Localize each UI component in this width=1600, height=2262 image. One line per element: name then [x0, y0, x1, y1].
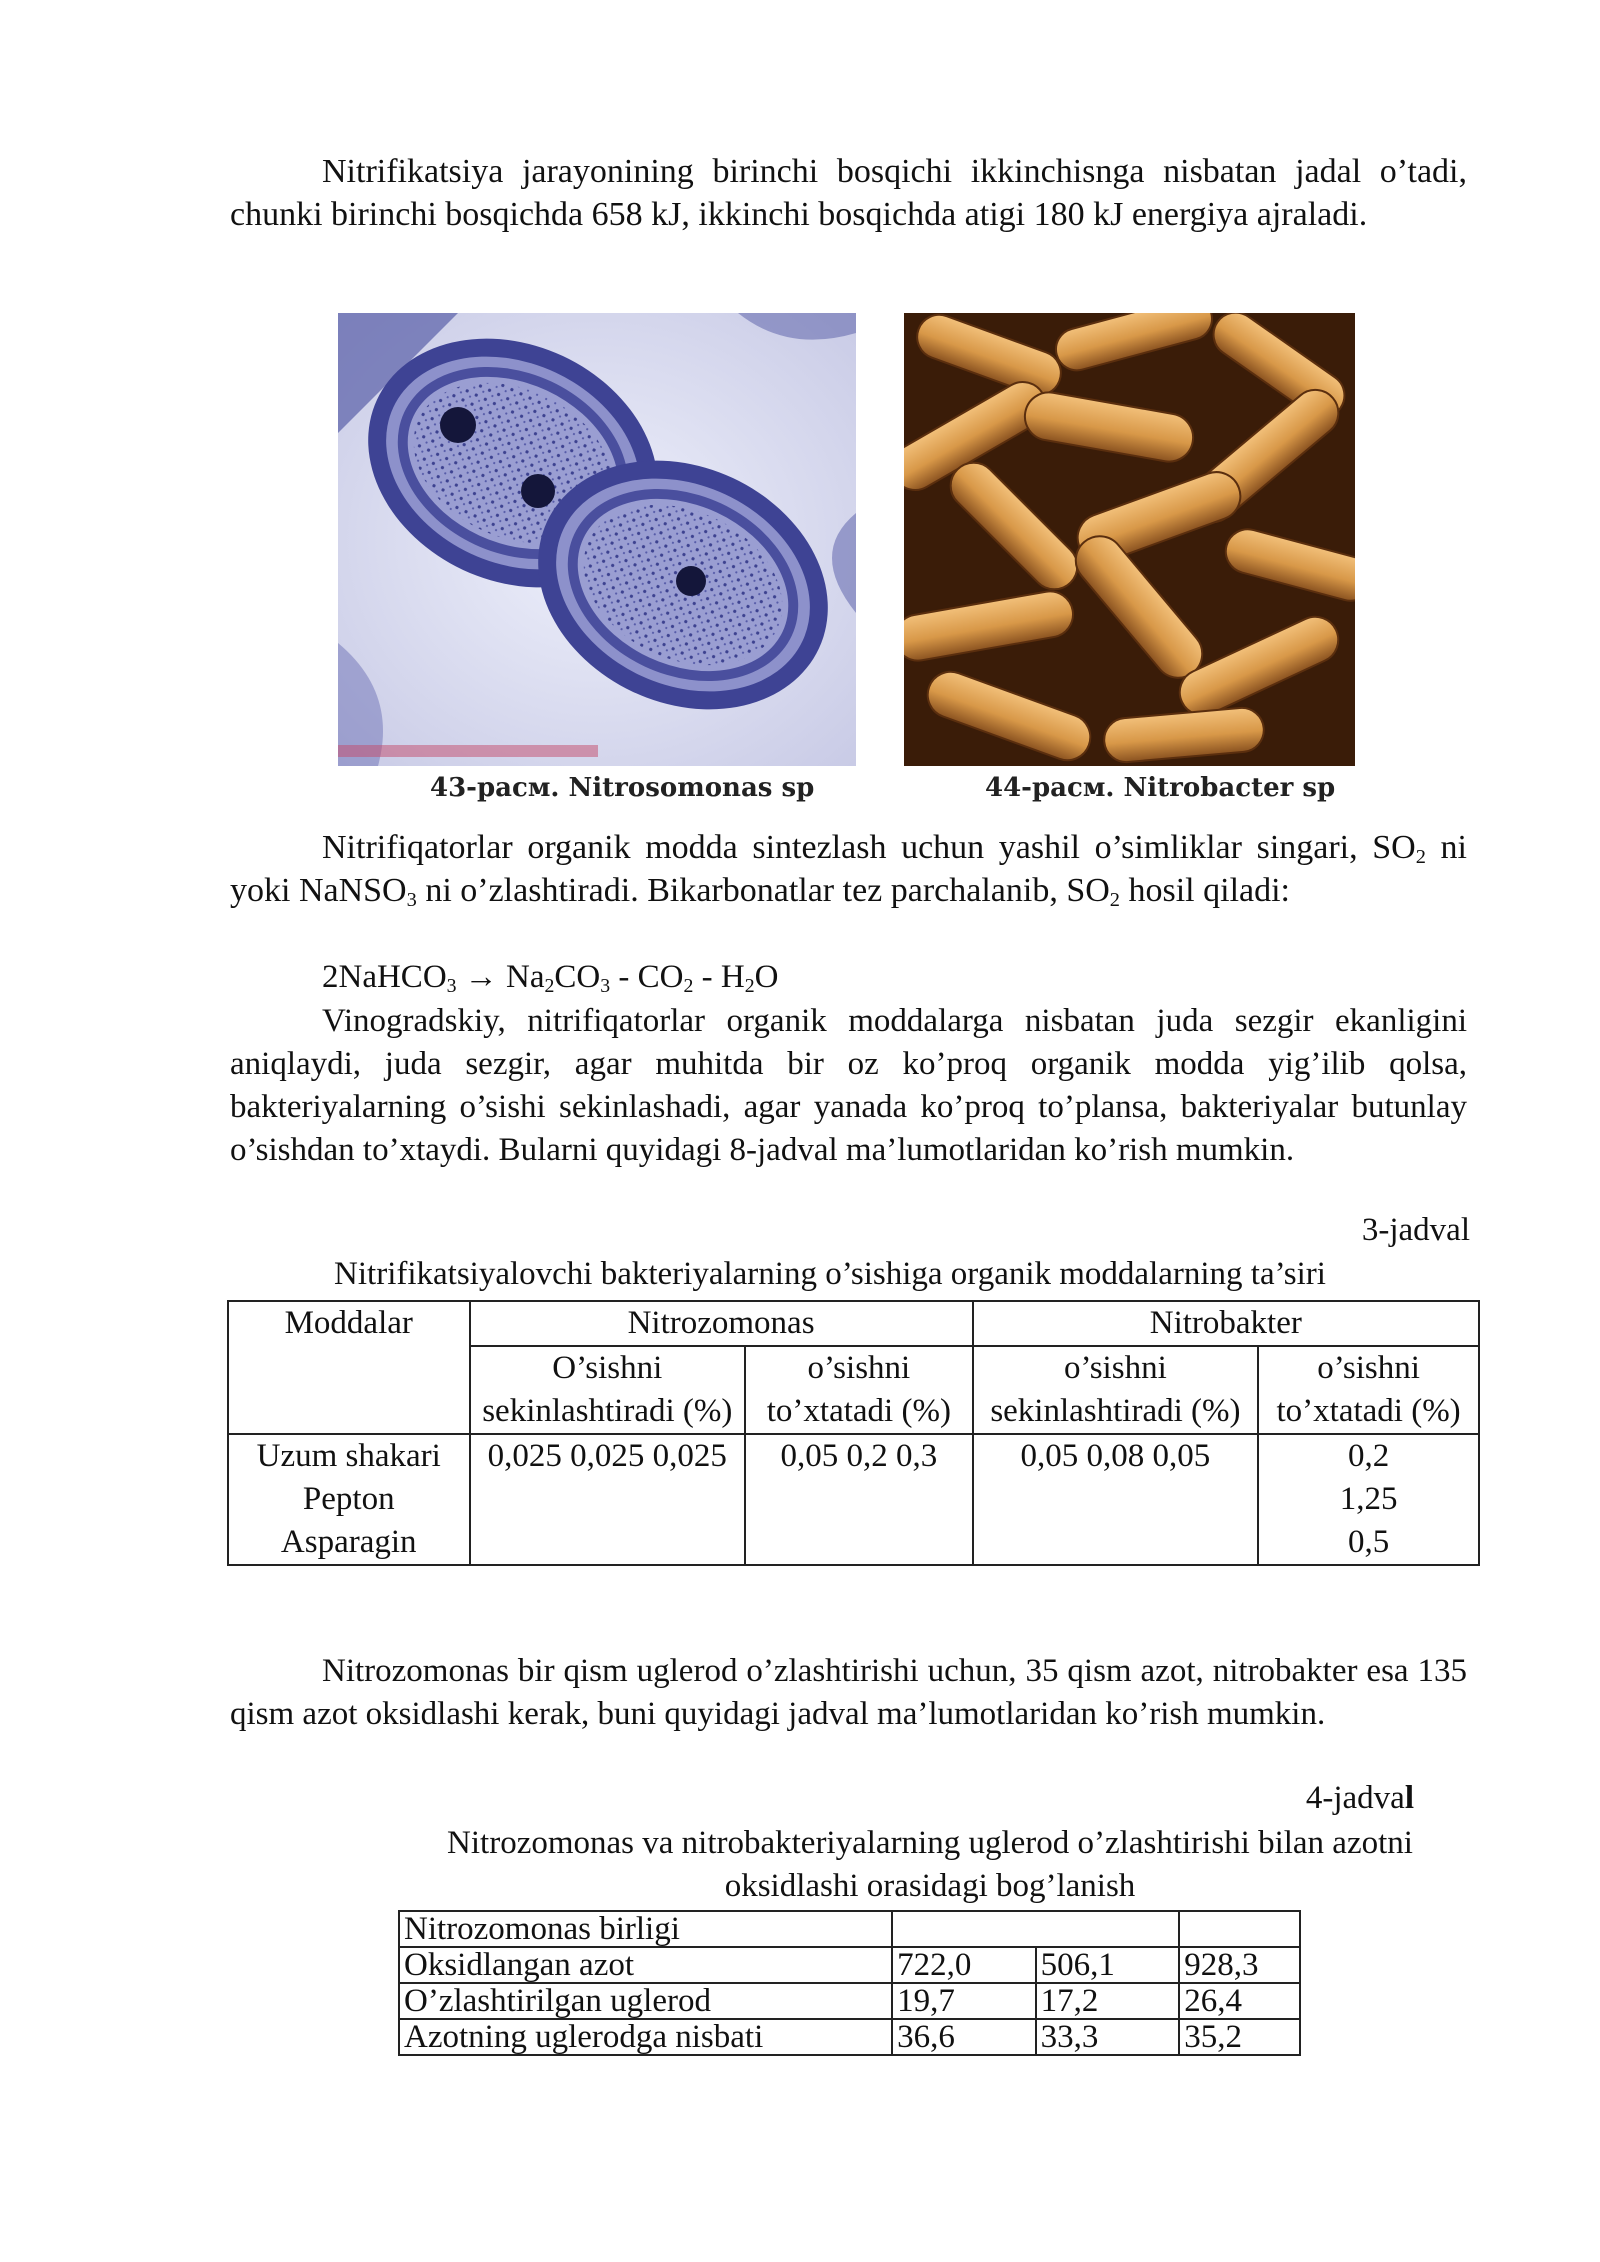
table-3-sub-stop-nz: o’sishni to’xtatadi (%) [745, 1346, 973, 1434]
table-4-cell [1179, 1911, 1300, 1947]
paragraph-nitrification-energy: Nitrifikatsiya jarayonining birinchi bosqichi ikkinchisnga nisbatan jadal o’tadi, chunki birinchi bosqichda 658 kJ, ikkinchi bosqichda atigi 180 kJ energiya ajraladi. [230, 153, 1467, 233]
table-3-header-nitrozomonas: Nitrozomonas [470, 1301, 973, 1346]
nitrobacter-micrograph [904, 313, 1355, 766]
table-4-cell: 506,1 [1036, 1947, 1180, 1983]
table-4-row [399, 1947, 1300, 1983]
table-4-cell [892, 1911, 1179, 1947]
table-4-cell: Nitrozomonas birligi [399, 1911, 892, 1947]
table-4-title: Nitrozomonas va nitrobakteriyalarning uglerod o’zlashtirishi bilan azotni oksidlashi orasidagi bog’lanish [447, 1825, 1413, 1904]
table-4-cell: 33,3 [1036, 2019, 1180, 2055]
paragraph-nitrifiers-co2: Nitrifiqatorlar organik modda sintezlash uchun yashil o’simliklar singari, $SO_2$ ni yoki NaNSO$_3$ ni o’zlashtiradi. Bikarbonatlar tez parchalanib, $SO_2$ hosil qiladi: [230, 829, 1467, 912]
table-4-cell: O’zlashtirilgan uglerod [399, 1983, 892, 2019]
figure-44-caption: 44-расм. Nitrobacter sp [985, 773, 1336, 803]
table-3-title: Nitrifikatsiyalovchi bakteriyalarning o’sishiga organik moddalarning ta’siri [334, 1256, 1326, 1292]
table-4-cell: 17,2 [1036, 1983, 1180, 2019]
table-3-label: 3-jadval [1361, 1212, 1470, 1248]
table-3-substances-cell: Uzum shakari Pepton Asparagin [228, 1434, 470, 1565]
table-3-nb-stop-values: 0,2 1,25 0,5 [1258, 1434, 1479, 1565]
nitrosomonas-micrograph [338, 313, 856, 766]
table-3-sub-slow-nb: o’sishni sekinlashtiradi (%) [973, 1346, 1259, 1434]
table-3-header-substances: Moddalar [228, 1301, 470, 1434]
paragraph-vinogradsky: Vinogradskiy, nitrifiqatorlar organik moddalarga nisbatan juda sezgir ekanligini aniqlaydi, juda sezgir, agar muhitda bir oz ko’proq organik modda yig’ilib qolsa, bakteriyalarning o’sishi sekinlashadi, agar yanada ko’proq to’plansa, bakteriyalar butunlay o’sishdan to’xtaydi. Bularni quyidagi 8-jadval ma’lumotlaridan ko’rish mumkin. [230, 1003, 1467, 1168]
table-4-cell: Azotning uglerodga nisbati [399, 2019, 892, 2055]
table-4-cell: 722,0 [892, 1947, 1036, 1983]
table-4-cell: 36,6 [892, 2019, 1036, 2055]
table-3-sub-slow-nz: O’sishni sekinlashtiradi (%) [470, 1346, 746, 1434]
paragraph-carbon-nitrogen: Nitrozomonas bir qism uglerod o’zlashtirishi uchun, 35 qism azot, nitrobakter esa 135 qism azot oksidlashi kerak, buni quyidagi jadval ma’lumotlaridan ko’rish mumkin. [230, 1653, 1467, 1732]
table-4 [398, 1910, 1301, 2056]
table-4-row [399, 1983, 1300, 2019]
table-4-cell: 26,4 [1179, 1983, 1300, 2019]
table-4-cell: Oksidlangan azot [399, 1947, 892, 1983]
table-4-label: 4-jadval [1305, 1780, 1414, 1816]
table-3-nz-stop-values: 0,05 0,2 0,3 [745, 1434, 973, 1565]
table-4-row [399, 2019, 1300, 2055]
table-3 [227, 1300, 1480, 1566]
chemical-equation: 2NaHCO$_3$ → $Na_2CO_3 - CO_2 - H_2O$ [322, 959, 779, 997]
table-3-nb-slow-values: 0,05 0,08 0,05 [973, 1434, 1259, 1565]
table-4-cell: 19,7 [892, 1983, 1036, 2019]
figure-row [0, 313, 1600, 813]
table-4-row [399, 1911, 1300, 1947]
table-4-cell: 35,2 [1179, 2019, 1300, 2055]
table-3-nz-slow-values: 0,025 0,025 0,025 [470, 1434, 746, 1565]
table-3-header-nitrobakter: Nitrobakter [973, 1301, 1479, 1346]
table-3-sub-stop-nb: o’sishni to’xtatadi (%) [1258, 1346, 1479, 1434]
table-4-cell: 928,3 [1179, 1947, 1300, 1983]
figure-43-caption: 43-расм. Nitrosomonas sp [430, 773, 815, 803]
